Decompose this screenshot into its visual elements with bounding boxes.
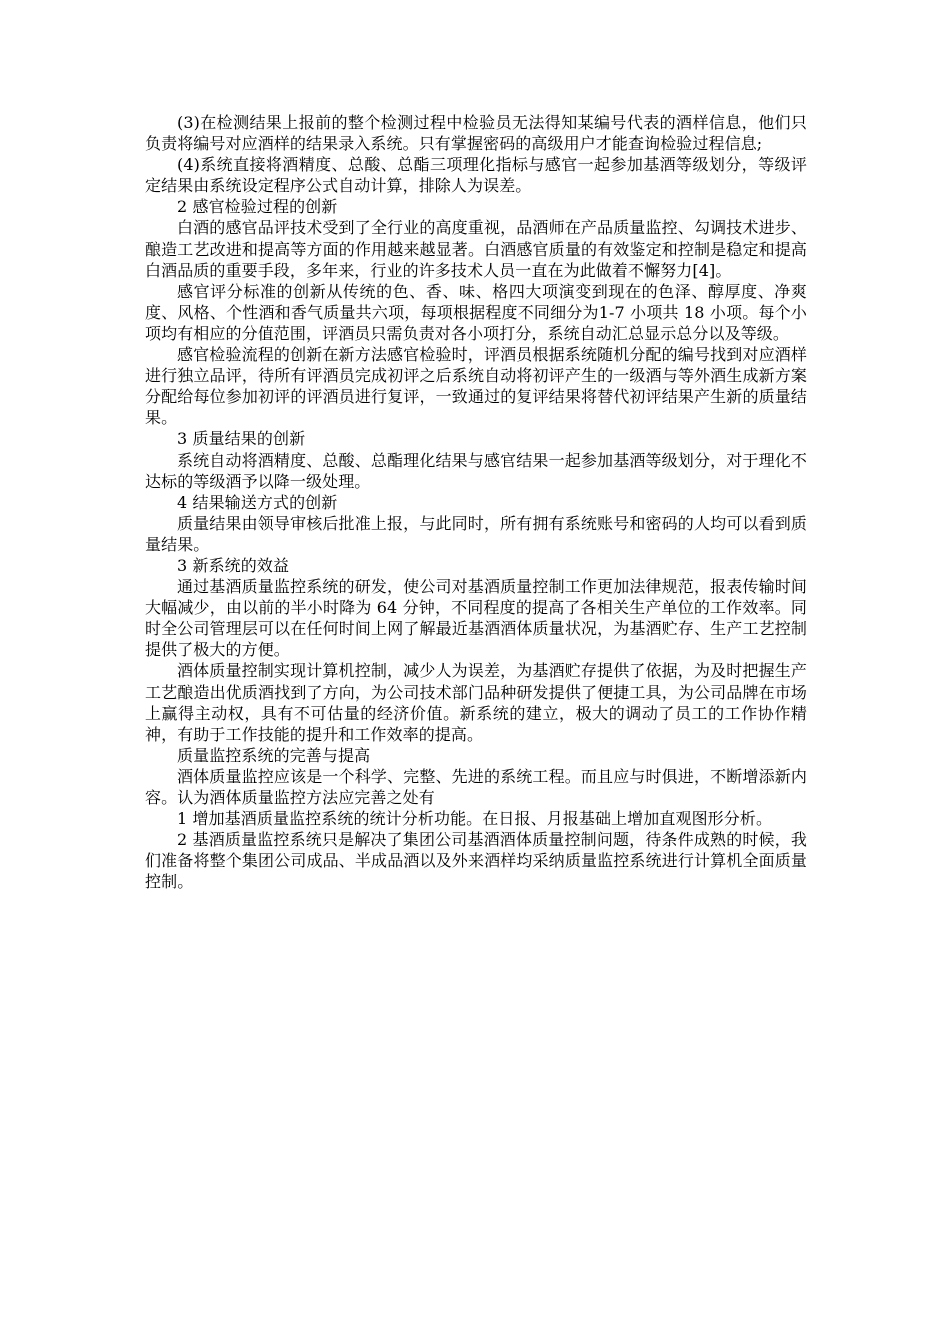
paragraph-improvement-intro: 酒体质量监控应该是一个科学、完整、先进的系统工程。而且应与时俱进，不断增添新内容。认为酒体质量监控方法应完善之处有 bbox=[145, 766, 807, 807]
section-heading-improvement: 质量监控系统的完善与提高 bbox=[177, 745, 371, 765]
paragraph-item-3: (3)在检测结果上报前的整个检测过程中检验员无法得知某编号代表的酒样信息，他们只负责将编号对应酒样的结果录入系统。只有掌握密码的高级用户才能查询检验过程信息; bbox=[145, 113, 807, 154]
paragraph-scoring-standard: 感官评分标准的创新从传统的色、香、味、格四大项演变到现在的色泽、醇厚度、净爽度、风格、个性酒和香气质量共六项，每项根据程度不同细分为1-7 小项共 18 小项。每个小项均有相应的分值范围，评酒员只需负责对各小项打分，系统自动汇总显示总分以及等级。 bbox=[145, 281, 807, 343]
paragraph-sensory-intro: 白酒的感官品评技术受到了全行业的高度重视，品酒师在产品质量监控、勾调技术进步、酿造工艺改进和提高等方面的作用越来越显著。白酒感官质量的有效鉴定和控制是稳定和提高白酒品质的重要手段，多年来，行业的许多技术人员一直在为此做着不懈努力[4]。 bbox=[145, 218, 807, 280]
paragraph-improvement-1: 1 增加基酒质量监控系统的统计分析功能。在日报、月报基础上增加直观图形分析。 bbox=[177, 809, 773, 829]
document-body bbox=[145, 112, 807, 892]
paragraph-improvement-2: 2 基酒质量监控系统只是解决了集团公司基酒酒体质量控制问题，待条件成熟的时候，我们准备将整个集团公司成品、半成品酒以及外来酒样均采纳质量监控系统进行计算机全面质量控制。 bbox=[145, 830, 807, 892]
section-heading-benefits: 3 新系统的效益 bbox=[177, 555, 290, 575]
paragraph-inspection-process: 感官检验流程的创新在新方法感官检验时，评酒员根据系统随机分配的编号找到对应酒样进行独立品评，待所有评酒员完成初评之后系统自动将初评产生的一级酒与等外酒生成新方案分配给每位参加初评的评酒员进行复评，一致通过的复评结果将替代初评结果产生新的质量结果。 bbox=[145, 345, 807, 428]
paragraph-delivery: 质量结果由领导审核后批准上报，与此同时，所有拥有系统账号和密码的人均可以看到质量结果。 bbox=[145, 513, 807, 554]
paragraph-quality-result: 系统自动将酒精度、总酸、总酯理化结果与感官结果一起参加基酒等级划分，对于理化不达标的等级酒予以降一级处理。 bbox=[145, 450, 807, 491]
section-heading-quality-result: 3 质量结果的创新 bbox=[177, 429, 306, 449]
section-heading-sensory-innovation: 2 感官检验过程的创新 bbox=[177, 197, 338, 217]
section-heading-delivery: 4 结果输送方式的创新 bbox=[177, 492, 338, 512]
paragraph-benefits-1: 通过基酒质量监控系统的研发，使公司对基酒质量控制工作更加法律规范，报表传输时间大幅减少，由以前的半小时降为 64 分钟，不同程度的提高了各相关生产单位的工作效率。同时全公司管理层可以在任何时间上网了解最近基酒酒体质量状况，为基酒贮存、生产工艺控制提供了极大的方便。 bbox=[145, 577, 807, 660]
paragraph-item-4: (4)系统直接将酒精度、总酸、总酯三项理化指标与感官一起参加基酒等级划分，等级评定结果由系统设定程序公式自动计算，排除人为误差。 bbox=[145, 155, 807, 196]
paragraph-benefits-2: 酒体质量控制实现计算机控制，减少人为误差，为基酒贮存提供了依据，为及时把握生产工艺酿造出优质酒找到了方向，为公司技术部门品种研发提供了便捷工具，为公司品牌在市场上赢得主动权，具有不可估量的经济价值。新系统的建立，极大的调动了员工的工作协作精神，有助于工作技能的提升和工作效率的提高。 bbox=[145, 661, 807, 744]
